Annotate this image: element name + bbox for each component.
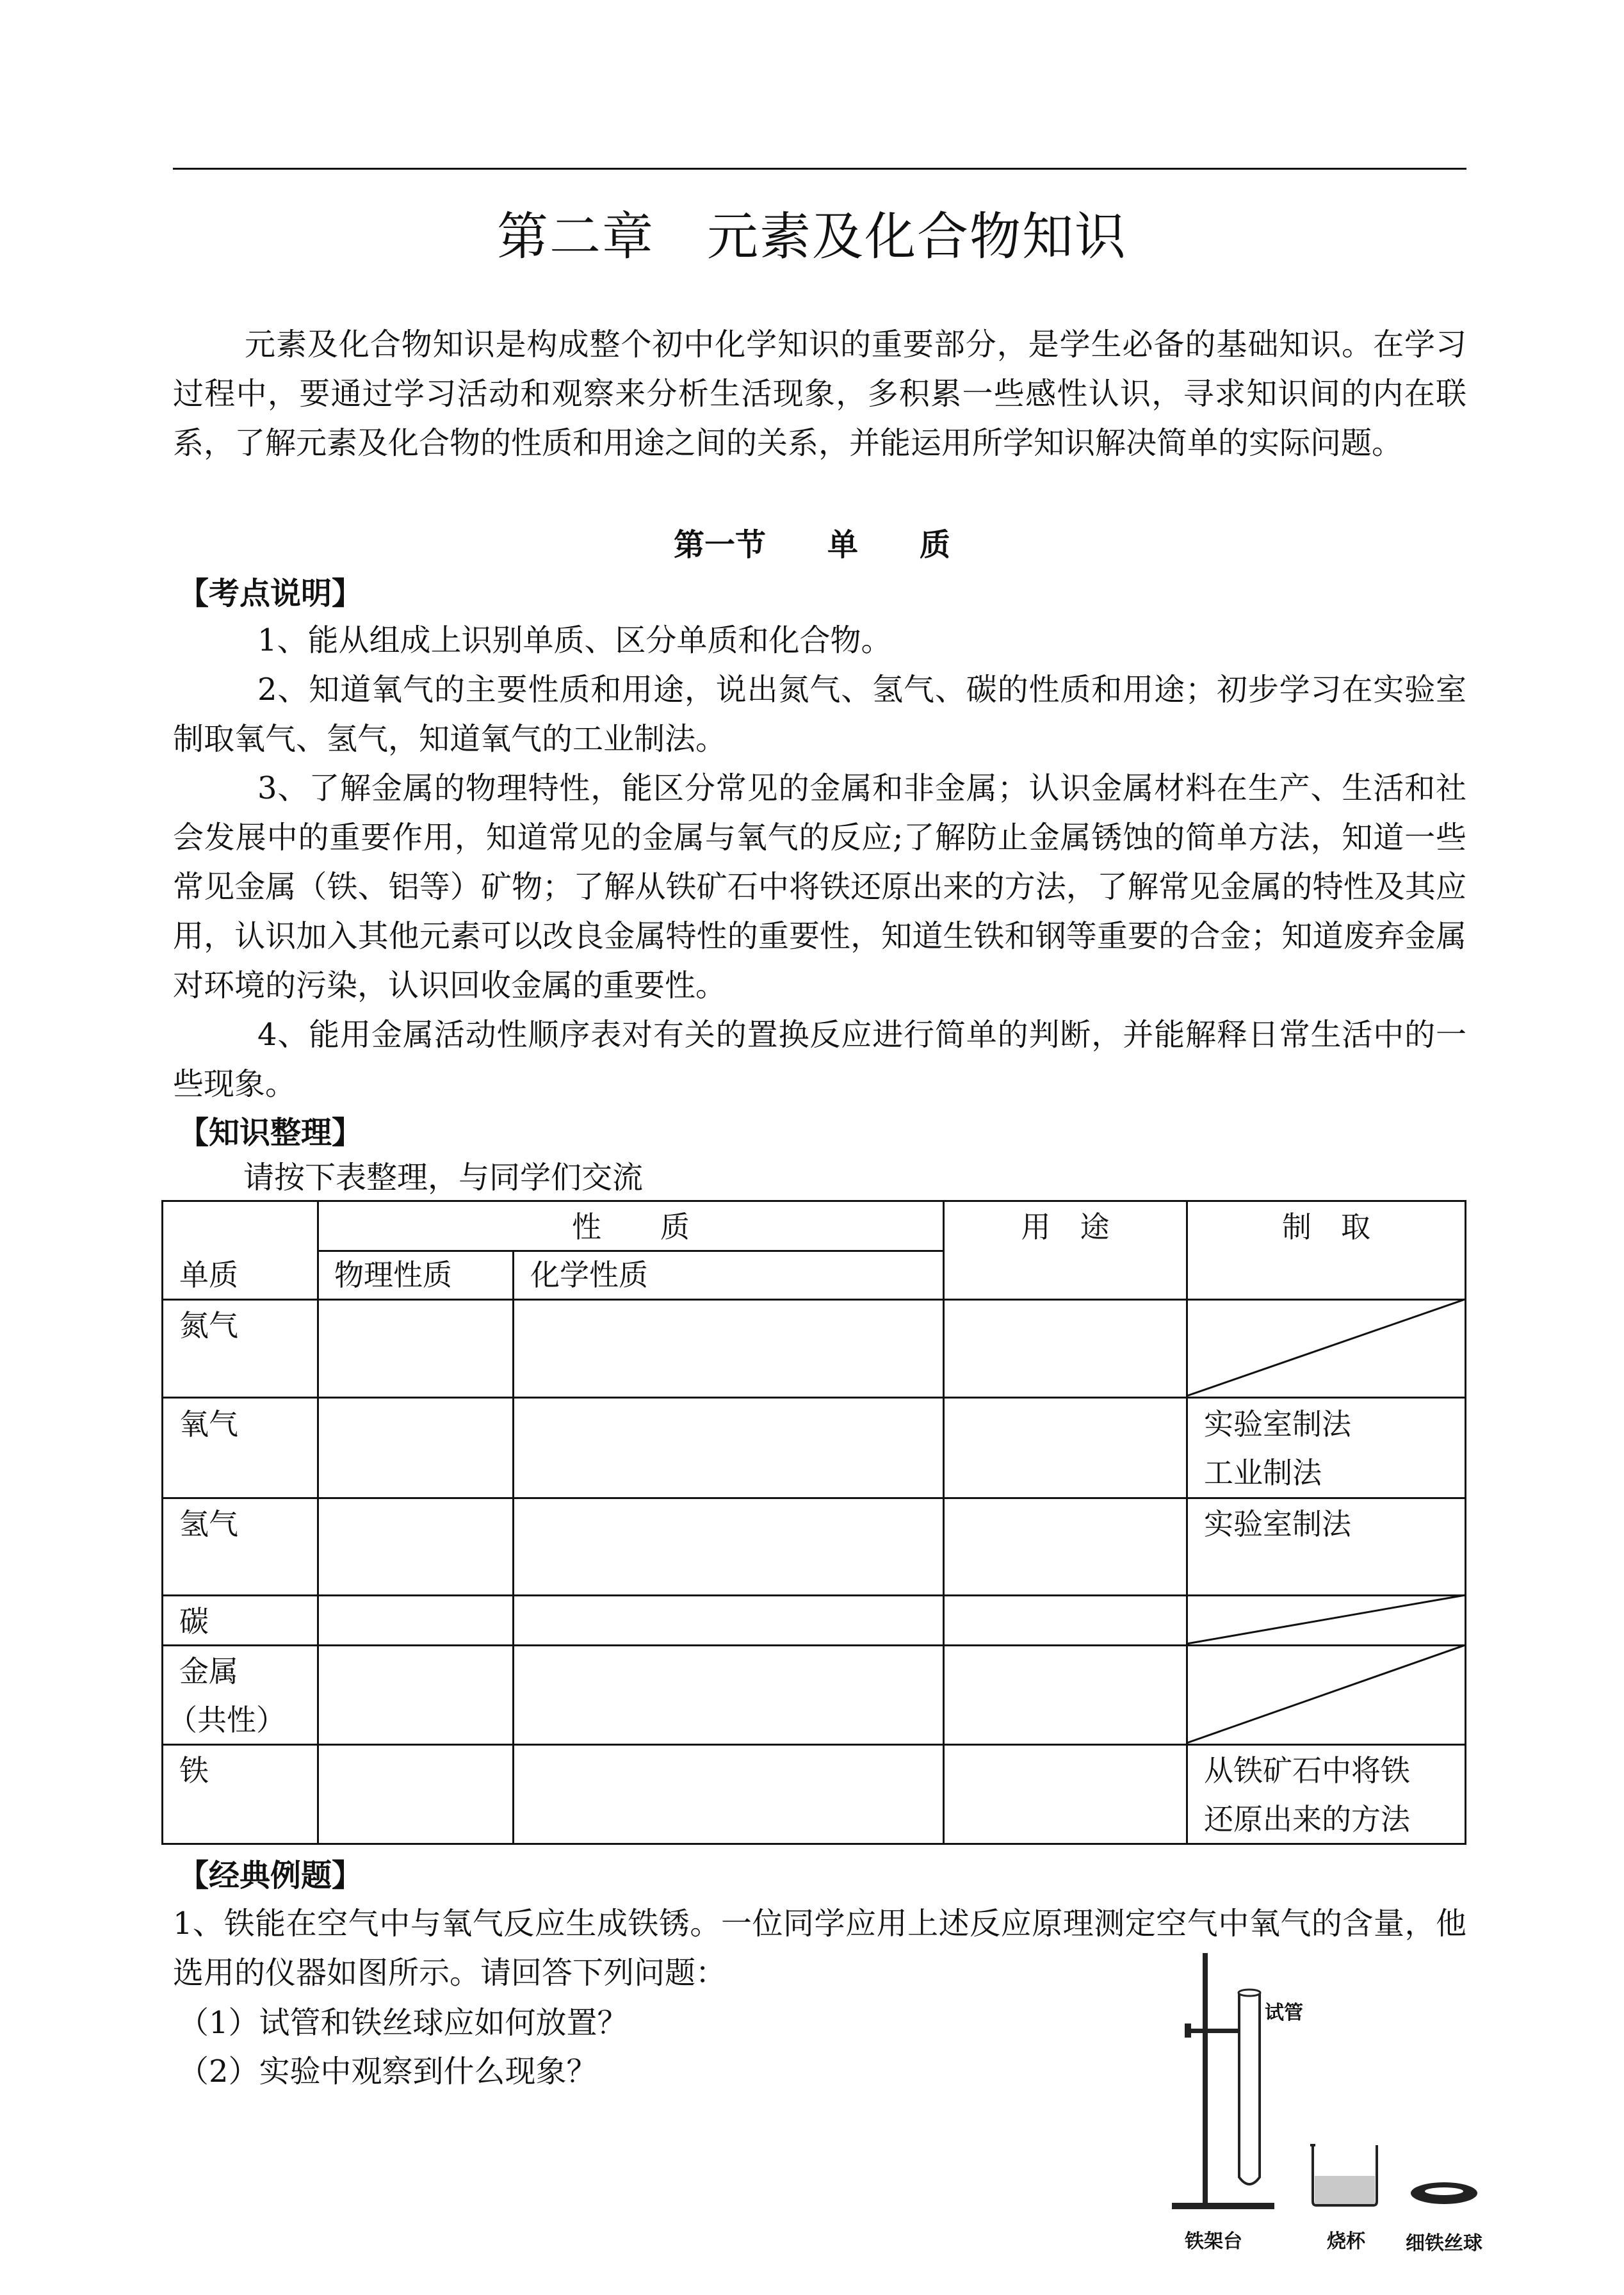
header-wuli: 物理性质 xyxy=(334,1258,452,1292)
stand-clamp-knob xyxy=(1185,2023,1191,2038)
prep-oxygen-lab: 实验室制法 xyxy=(1204,1407,1351,1441)
prep-iron-line1: 从铁矿石中将铁 xyxy=(1204,1753,1410,1788)
chapter-title: 第二章 元素及化合物知识 xyxy=(497,207,1127,266)
question-2: （2）实验中观察到什么现象？ xyxy=(178,2054,597,2089)
prep-iron-line2: 还原出来的方法 xyxy=(1204,1802,1410,1837)
label-beaker: 烧杯 xyxy=(1327,2230,1365,2253)
kaodian-item-1: 1、能从组成上识别单质、区分单质和化合物。 xyxy=(257,622,892,658)
apparatus-figure xyxy=(1159,1934,1505,2257)
table-intro: 请按下表整理，与同学们交流 xyxy=(243,1160,644,1196)
row-name-metal-sub: （共性） xyxy=(168,1703,286,1737)
header-danzhi: 单质 xyxy=(179,1258,238,1292)
test-tube-icon xyxy=(1239,1993,1260,2184)
wire-ball-hole xyxy=(1425,2187,1463,2195)
row-name-carbon: 碳 xyxy=(179,1604,209,1639)
apparatus-drawing xyxy=(1159,1934,1505,2254)
stand-base xyxy=(1172,2203,1274,2209)
label-test-tube: 试管 xyxy=(1265,2002,1303,2024)
label-stand: 铁架台 xyxy=(1185,2230,1242,2253)
kaodian-item-4: 4、能用金属活动性顺序表对有关的置换反应进行简单的判断，并能解释日常生活中的一些现象。 xyxy=(173,1017,1466,1102)
row-name-nitrogen: 氮气 xyxy=(179,1308,238,1343)
example-problem: 1、铁能在空气中与氧气反应生成铁锈。一位同学应用上述反应原理测定空气中氧气的含量，他选用的仪器如图所示。请回答下列问题： xyxy=(173,1906,1466,1991)
header-yongtu: 用 途 xyxy=(1021,1210,1110,1244)
header-zhiqu: 制 取 xyxy=(1282,1210,1370,1244)
question-1: （1）试管和铁丝球应如何放置？ xyxy=(178,2005,628,2041)
kaodian-item-2: 2、知道氧气的主要性质和用途，说出氮气、氢气、碳的性质和用途；初步学习在实验室制取氧气、氢气，知道氧气的工业制法。 xyxy=(173,672,1466,757)
row-name-metal: 金属 xyxy=(179,1654,238,1689)
stand-rod xyxy=(1203,1953,1208,2206)
beaker-water xyxy=(1315,2176,1375,2204)
diag-metal xyxy=(1187,1645,1465,1743)
row-name-iron: 铁 xyxy=(179,1753,209,1788)
row-name-oxygen: 氧气 xyxy=(179,1407,238,1441)
label-wire-ball: 细铁丝球 xyxy=(1406,2232,1482,2255)
diag-nitrogen xyxy=(1187,1299,1465,1396)
jingdian-heading: 【经典例题】 xyxy=(178,1858,363,1894)
kaodian-heading: 【考点说明】 xyxy=(178,576,363,612)
test-tube-mouth xyxy=(1238,1990,1260,1996)
section-title: 第一节 单 质 xyxy=(673,527,950,563)
header-xingzhi: 性 质 xyxy=(572,1210,690,1244)
prep-hydrogen-lab: 实验室制法 xyxy=(1204,1507,1351,1541)
kaodian-item-3: 3、了解金属的物理特性，能区分常见的金属和非金属；认识金属材料在生产、生活和社会发展中的重要作用，知道常见的金属与氧气的反应;了解防止金属锈蚀的简单方法，知道一些常见金属（铁、铝等）矿物；了解从铁矿石中将铁还原出来的方法，了解常见金属的特性及其应用，认识加入其他元素可以改良金属特性的重要性，知道生铁和钢等重要的合金；知道废弃金属对环境的污染，认识回收金属的重要性。 xyxy=(173,770,1466,1003)
zhishi-heading: 【知识整理】 xyxy=(178,1115,363,1151)
intro-paragraph: 元素及化合物知识是构成整个初中化学知识的重要部分，是学生必备的基础知识。在学习过程中，要通过学习活动和观察来分析生活现象，多积累一些感性认识，寻求知识间的内在联系，了解元素及化合物的性质和用途之间的关系，并能运用所学知识解决简单的实际问题。 xyxy=(173,327,1466,461)
row-name-hydrogen: 氢气 xyxy=(179,1507,238,1541)
diag-carbon xyxy=(1187,1595,1465,1644)
prep-oxygen-industrial: 工业制法 xyxy=(1204,1456,1322,1490)
header-huaxue: 化学性质 xyxy=(530,1258,648,1292)
